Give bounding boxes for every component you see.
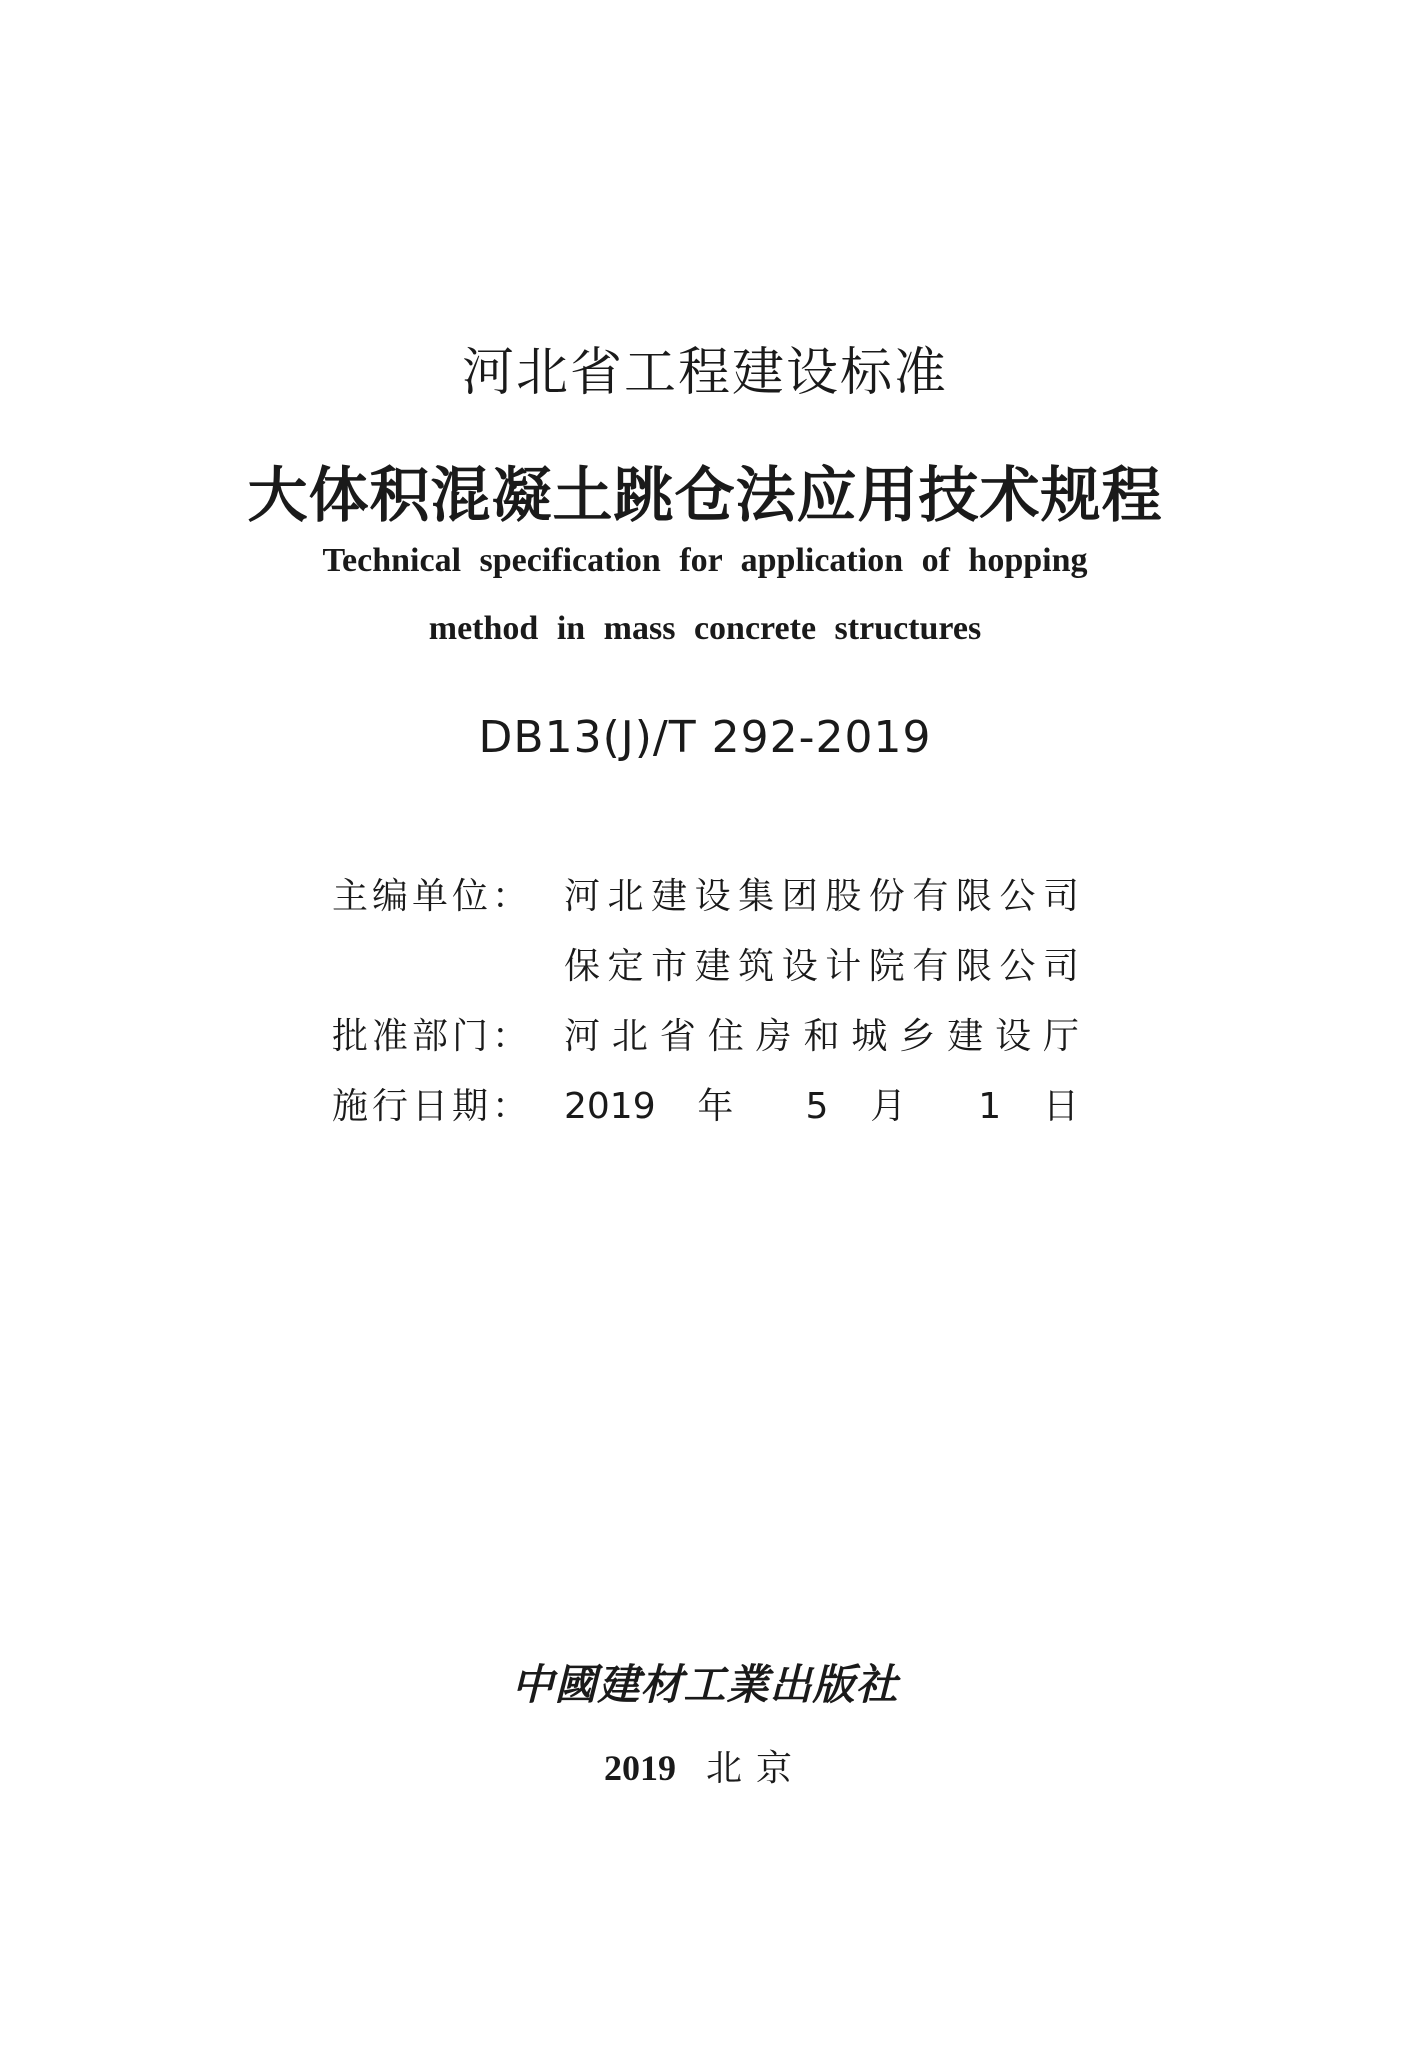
- imprint-city: 北京: [705, 1748, 806, 1789]
- imprint-year: 2019: [603, 1748, 676, 1788]
- approval-label: 批准部门：: [332, 1016, 533, 1057]
- series-title: 河北省工程建设标准: [461, 343, 948, 403]
- imprint: [0, 1740, 1410, 1791]
- main-title: 大体积混凝土跳仓法应用技术规程: [247, 461, 1163, 531]
- english-title-line-1: Technical specification for application of hopping: [322, 542, 1088, 579]
- english-title-line-2: method in mass concrete structures: [428, 610, 982, 647]
- date-value: 2019 年 5 月 1 日: [564, 1086, 1079, 1127]
- editor-label: 主编单位：: [332, 876, 533, 917]
- date-label: 施行日期：: [332, 1086, 533, 1127]
- editor-value-2: 保定市建筑设计院有限公司: [564, 946, 1079, 987]
- editor-value-1: 河北建设集团股份有限公司: [564, 876, 1079, 917]
- standard-code: DB13(J)/T 292-2019: [478, 712, 932, 763]
- approval-value: 河北省住房和城乡建设厅: [564, 1016, 1079, 1057]
- publisher-logo: 中國建材工業出版社: [511, 1660, 899, 1709]
